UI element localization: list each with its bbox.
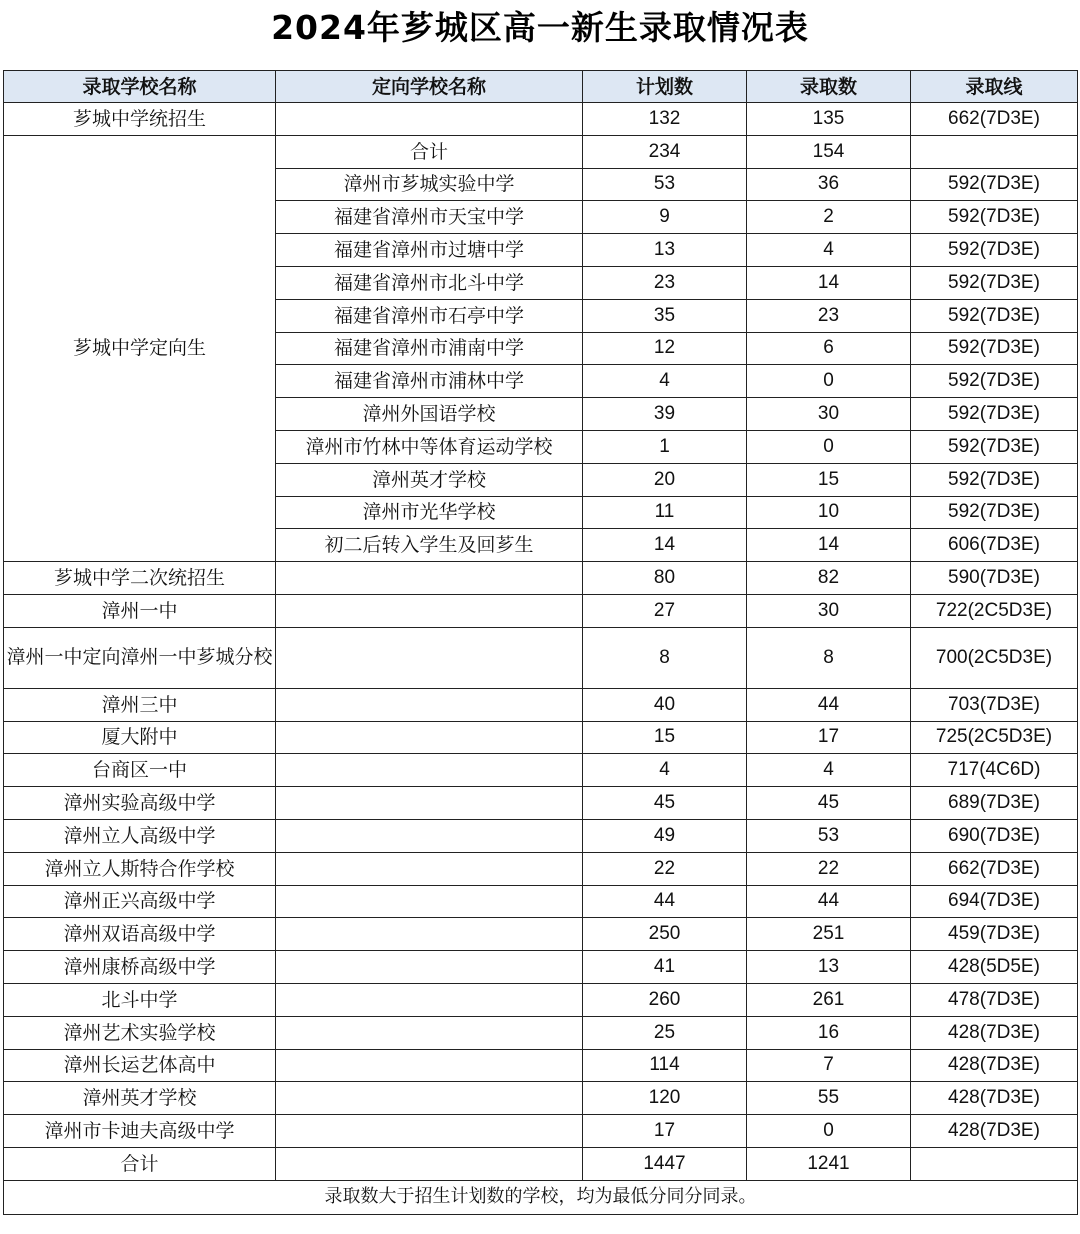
cell-target [276,885,583,918]
cell-admit: 2 [747,201,911,234]
cell-admit: 6 [747,332,911,365]
cell-admit: 4 [747,234,911,267]
cell-target [276,951,583,984]
cell-plan: 35 [583,299,747,332]
cell-school: 芗城中学统招生 [4,103,276,136]
table-row [4,983,1078,1016]
cell-school: 漳州立人高级中学 [4,819,276,852]
cell-plan: 39 [583,398,747,431]
cell-line: 725(2C5D3E) [911,721,1078,754]
cell-plan: 49 [583,819,747,852]
cell-line: 722(2C5D3E) [911,594,1078,627]
header-row [4,71,1078,103]
cell-plan: 1447 [583,1147,747,1180]
cell-plan: 132 [583,103,747,136]
cell-plan: 44 [583,885,747,918]
cell-school: 漳州一中定向漳州一中芗城分校 [4,627,276,688]
cell-admit: 17 [747,721,911,754]
cell-plan: 45 [583,787,747,820]
cell-line [911,135,1078,168]
cell-school: 漳州康桥高级中学 [4,951,276,984]
cell-plan: 234 [583,135,747,168]
cell-target: 漳州英才学校 [276,463,583,496]
cell-line: 428(7D3E) [911,1115,1078,1148]
cell-line: 703(7D3E) [911,688,1078,721]
cell-target [276,852,583,885]
cell-target: 福建省漳州市浦林中学 [276,365,583,398]
cell-admit: 55 [747,1082,911,1115]
cell-plan: 8 [583,627,747,688]
cell-admit: 82 [747,562,911,595]
cell-admit: 0 [747,1115,911,1148]
cell-plan: 20 [583,463,747,496]
cell-target [276,1147,583,1180]
cell-line: 717(4C6D) [911,754,1078,787]
cell-plan: 14 [583,529,747,562]
cell-line: 592(7D3E) [911,168,1078,201]
cell-target [276,1016,583,1049]
cell-admit: 30 [747,594,911,627]
note-row [4,1180,1078,1214]
table-row [4,1147,1078,1180]
cell-plan: 27 [583,594,747,627]
cell-school: 漳州双语高级中学 [4,918,276,951]
cell-school: 芗城中学定向生 [4,135,276,561]
cell-admit: 53 [747,819,911,852]
cell-school: 漳州艺术实验学校 [4,1016,276,1049]
cell-target [276,983,583,1016]
table-row [4,103,1078,136]
table-row [4,1115,1078,1148]
cell-plan: 9 [583,201,747,234]
cell-admit: 261 [747,983,911,1016]
cell-target [276,918,583,951]
cell-line: 700(2C5D3E) [911,627,1078,688]
cell-line: 592(7D3E) [911,234,1078,267]
cell-target [276,721,583,754]
cell-target [276,688,583,721]
cell-plan: 17 [583,1115,747,1148]
cell-line: 662(7D3E) [911,103,1078,136]
cell-line: 428(7D3E) [911,1082,1078,1115]
cell-admit: 44 [747,885,911,918]
cell-line [911,1147,1078,1180]
cell-plan: 22 [583,852,747,885]
cell-admit: 1241 [747,1147,911,1180]
cell-plan: 11 [583,496,747,529]
cell-line: 592(7D3E) [911,201,1078,234]
cell-plan: 15 [583,721,747,754]
cell-admit: 45 [747,787,911,820]
header-plan-count: 计划数 [583,71,747,103]
table-row [4,688,1078,721]
cell-plan: 120 [583,1082,747,1115]
cell-plan: 40 [583,688,747,721]
cell-school: 漳州立人斯特合作学校 [4,852,276,885]
cell-admit: 44 [747,688,911,721]
cell-target: 福建省漳州市北斗中学 [276,266,583,299]
cell-admit: 36 [747,168,911,201]
cell-school: 漳州正兴高级中学 [4,885,276,918]
table-row [4,852,1078,885]
cell-school: 合计 [4,1147,276,1180]
cell-admit: 7 [747,1049,911,1082]
cell-admit: 251 [747,918,911,951]
cell-line: 592(7D3E) [911,299,1078,332]
cell-line: 689(7D3E) [911,787,1078,820]
cell-school: 北斗中学 [4,983,276,1016]
table-row [4,951,1078,984]
cell-plan: 80 [583,562,747,595]
cell-line: 592(7D3E) [911,496,1078,529]
table-row [4,562,1078,595]
cell-target: 福建省漳州市过塘中学 [276,234,583,267]
cell-target [276,819,583,852]
cell-target: 合计 [276,135,583,168]
cell-target: 漳州市光华学校 [276,496,583,529]
cell-target [276,594,583,627]
cell-school: 漳州实验高级中学 [4,787,276,820]
header-admit-count: 录取数 [747,71,911,103]
cell-admit: 14 [747,529,911,562]
cell-admit: 14 [747,266,911,299]
cell-target: 漳州外国语学校 [276,398,583,431]
header-target-school: 定向学校名称 [276,71,583,103]
cell-plan: 23 [583,266,747,299]
cell-admit: 30 [747,398,911,431]
cell-school: 漳州市卡迪夫高级中学 [4,1115,276,1148]
cell-admit: 15 [747,463,911,496]
table-note: 录取数大于招生计划数的学校，均为最低分同分同录。 [4,1180,1078,1214]
cell-admit: 13 [747,951,911,984]
cell-line: 428(7D3E) [911,1016,1078,1049]
cell-plan: 53 [583,168,747,201]
cell-plan: 114 [583,1049,747,1082]
cell-line: 690(7D3E) [911,819,1078,852]
cell-line: 428(5D5E) [911,951,1078,984]
cell-school: 芗城中学二次统招生 [4,562,276,595]
cell-line: 428(7D3E) [911,1049,1078,1082]
cell-school: 漳州长运艺体高中 [4,1049,276,1082]
table-row [4,1049,1078,1082]
admission-table [3,70,1078,1215]
cell-admit: 4 [747,754,911,787]
cell-admit: 8 [747,627,911,688]
cell-plan: 12 [583,332,747,365]
cell-school: 台商区一中 [4,754,276,787]
cell-target: 漳州市竹林中等体育运动学校 [276,430,583,463]
table-row [4,754,1078,787]
cell-line: 592(7D3E) [911,266,1078,299]
cell-line: 592(7D3E) [911,398,1078,431]
cell-admit: 0 [747,365,911,398]
cell-line: 694(7D3E) [911,885,1078,918]
cell-plan: 250 [583,918,747,951]
table-row [4,1016,1078,1049]
cell-plan: 41 [583,951,747,984]
page-title: 2024年芗城区高一新生录取情况表 [271,8,809,47]
cell-school: 厦大附中 [4,721,276,754]
table-row [4,135,1078,168]
cell-target [276,787,583,820]
table-row [4,721,1078,754]
table-row [4,885,1078,918]
header-admit-school: 录取学校名称 [4,71,276,103]
cell-line: 592(7D3E) [911,365,1078,398]
cell-school: 漳州三中 [4,688,276,721]
cell-line: 592(7D3E) [911,332,1078,365]
cell-target: 漳州市芗城实验中学 [276,168,583,201]
cell-line: 478(7D3E) [911,983,1078,1016]
cell-target: 福建省漳州市浦南中学 [276,332,583,365]
cell-target [276,103,583,136]
cell-line: 459(7D3E) [911,918,1078,951]
cell-admit: 22 [747,852,911,885]
cell-plan: 4 [583,754,747,787]
table-body [4,103,1078,1181]
cell-target [276,1082,583,1115]
cell-target [276,1115,583,1148]
cell-school: 漳州一中 [4,594,276,627]
table-row [4,594,1078,627]
cell-line: 606(7D3E) [911,529,1078,562]
cell-admit: 10 [747,496,911,529]
cell-plan: 260 [583,983,747,1016]
table-row [4,787,1078,820]
cell-plan: 25 [583,1016,747,1049]
cell-target: 福建省漳州市天宝中学 [276,201,583,234]
table-row [4,1082,1078,1115]
cell-target: 福建省漳州市石亭中学 [276,299,583,332]
cell-line: 662(7D3E) [911,852,1078,885]
cell-plan: 13 [583,234,747,267]
cell-target [276,1049,583,1082]
cell-target: 初二后转入学生及回芗生 [276,529,583,562]
cell-admit: 0 [747,430,911,463]
cell-school: 漳州英才学校 [4,1082,276,1115]
table-row [4,918,1078,951]
table-row [4,819,1078,852]
table-row [4,627,1078,688]
cell-line: 590(7D3E) [911,562,1078,595]
cell-line: 592(7D3E) [911,463,1078,496]
cell-target [276,562,583,595]
cell-line: 592(7D3E) [911,430,1078,463]
cell-admit: 23 [747,299,911,332]
cell-admit: 154 [747,135,911,168]
cell-admit: 16 [747,1016,911,1049]
cell-target [276,754,583,787]
cell-target [276,627,583,688]
cell-admit: 135 [747,103,911,136]
cell-plan: 4 [583,365,747,398]
cell-plan: 1 [583,430,747,463]
header-cutoff-line: 录取线 [911,71,1078,103]
